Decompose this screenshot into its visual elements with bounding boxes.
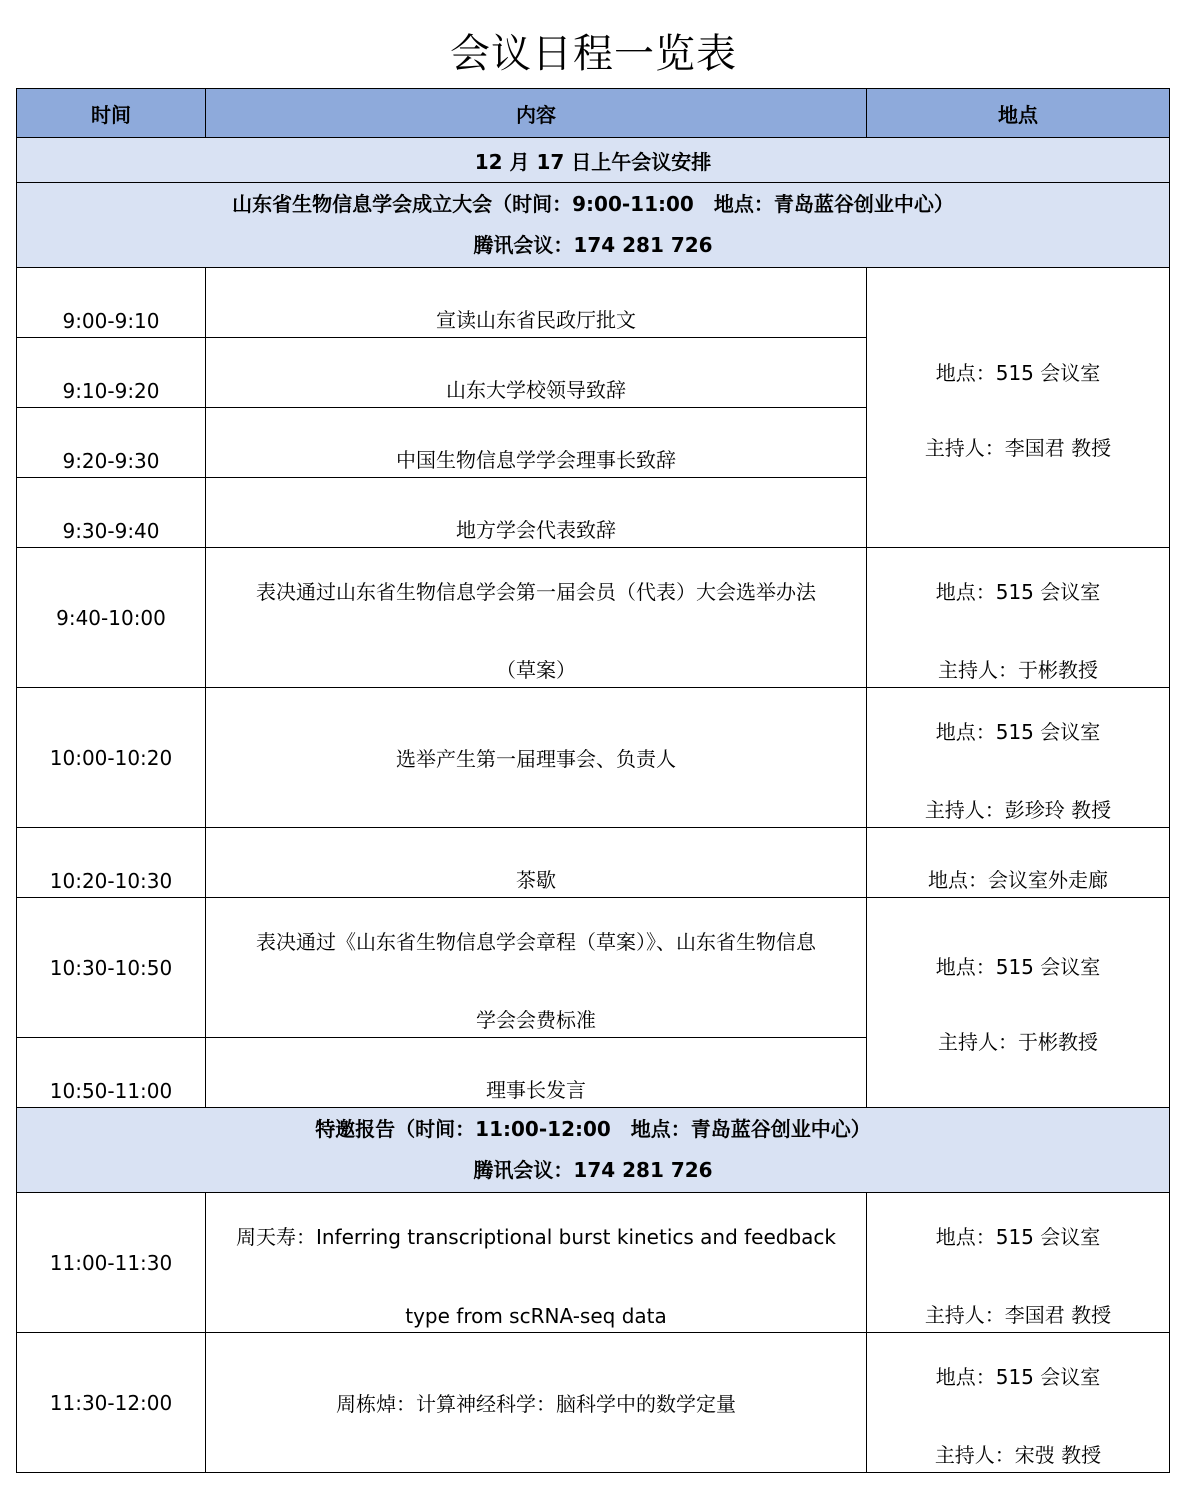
place-cell: [867, 1333, 1170, 1473]
row-content-line1: 表决通过《山东省生物信息学会章程（草案）》、山东省生物信息: [256, 930, 816, 954]
row-content: 茶歇: [516, 868, 556, 892]
morning-title: 12 月 17 日上午会议安排: [17, 138, 1170, 183]
session1-heading: [17, 183, 1170, 268]
row-time: 10:20-10:30: [49, 869, 173, 893]
row-content-line1: 周天寿：Inferring transcriptional burst kinetics and feedback: [235, 1225, 837, 1249]
table-row: [17, 548, 1170, 688]
table-row: [17, 828, 1170, 898]
table-row: [17, 268, 1170, 338]
session2-heading: [17, 1108, 1170, 1193]
session1-line2: 腾讯会议：174 281 726: [473, 233, 713, 257]
row-content: 理事长发言: [486, 1078, 586, 1102]
place-location: 地点：会议室外走廊: [928, 868, 1108, 892]
place-location: 地点：515 会议室: [935, 1225, 1101, 1249]
place-cell: [867, 1193, 1170, 1333]
place-cell: [867, 828, 1170, 898]
row-time: 9:20-9:30: [62, 449, 160, 473]
place-cell: [867, 548, 1170, 688]
place-location: 地点：515 会议室: [935, 720, 1101, 744]
place-host: 主持人：彭珍玲 教授: [924, 798, 1112, 822]
place-location: 地点：515 会议室: [935, 360, 1101, 385]
row-time: 11:30-12:00: [17, 1333, 206, 1473]
header-place: 地点: [867, 89, 1170, 138]
row-content-line2: （草案）: [496, 658, 576, 682]
place-cell: [867, 688, 1170, 828]
header-content: 内容: [206, 89, 867, 138]
page-title: 会议日程一览表: [450, 31, 737, 77]
schedule-table: [16, 88, 1170, 1473]
place-cell: [867, 898, 1170, 1108]
table-row: [17, 688, 1170, 828]
row-time: 9:00-9:10: [62, 309, 160, 333]
place-host: 主持人：宋弢 教授: [934, 1443, 1102, 1467]
table-row: [17, 1333, 1170, 1473]
session1-row: [17, 183, 1170, 268]
row-time: 10:00-10:20: [17, 688, 206, 828]
table-row: [17, 1193, 1170, 1333]
row-time: 9:10-9:20: [62, 379, 160, 403]
row-content: 宣读山东省民政厅批文: [436, 308, 636, 332]
session2-row: [17, 1108, 1170, 1193]
row-content-line2: type from scRNA-seq data: [405, 1304, 667, 1328]
session2-line2: 腾讯会议：174 281 726: [473, 1158, 713, 1182]
row-content: 中国生物信息学学会理事长致辞: [396, 448, 676, 472]
row-time: 9:30-9:40: [62, 519, 160, 543]
row-time: 9:40-10:00: [17, 548, 206, 688]
row-content: 选举产生第一届理事会、负责人: [206, 688, 867, 828]
place-location: 地点：515 会议室: [935, 954, 1101, 979]
row-content: 周栋焯：计算神经科学：脑科学中的数学定量: [206, 1333, 867, 1473]
place-host: 主持人：于彬教授: [938, 1029, 1098, 1054]
row-content-line2: 学会会费标准: [476, 1008, 596, 1032]
place-cell: [867, 268, 1170, 548]
row-time: 10:30-10:50: [17, 898, 206, 1038]
morning-title-row: [17, 138, 1170, 183]
place-host: 主持人：于彬教授: [938, 658, 1098, 682]
row-time: 10:50-11:00: [49, 1079, 173, 1103]
row-content-line1: 表决通过山东省生物信息学会第一届会员（代表）大会选举办法: [256, 580, 816, 604]
row-content: 山东大学校领导致辞: [446, 378, 626, 402]
row-time: 11:00-11:30: [17, 1193, 206, 1333]
place-location: 地点：515 会议室: [935, 1365, 1101, 1389]
header-row: [17, 89, 1170, 138]
place-host: 主持人：李国君 教授: [924, 435, 1112, 460]
table-row: [17, 898, 1170, 1038]
header-time: 时间: [17, 89, 206, 138]
session1-line1: 山东省生物信息学会成立大会（时间：9:00-11:00 地点：青岛蓝谷创业中心）: [232, 192, 954, 216]
place-location: 地点：515 会议室: [935, 580, 1101, 604]
row-content: 地方学会代表致辞: [456, 518, 616, 542]
place-host: 主持人：李国君 教授: [924, 1303, 1112, 1327]
session2-line1: 特邀报告（时间：11:00-12:00 地点：青岛蓝谷创业中心）: [315, 1117, 871, 1141]
